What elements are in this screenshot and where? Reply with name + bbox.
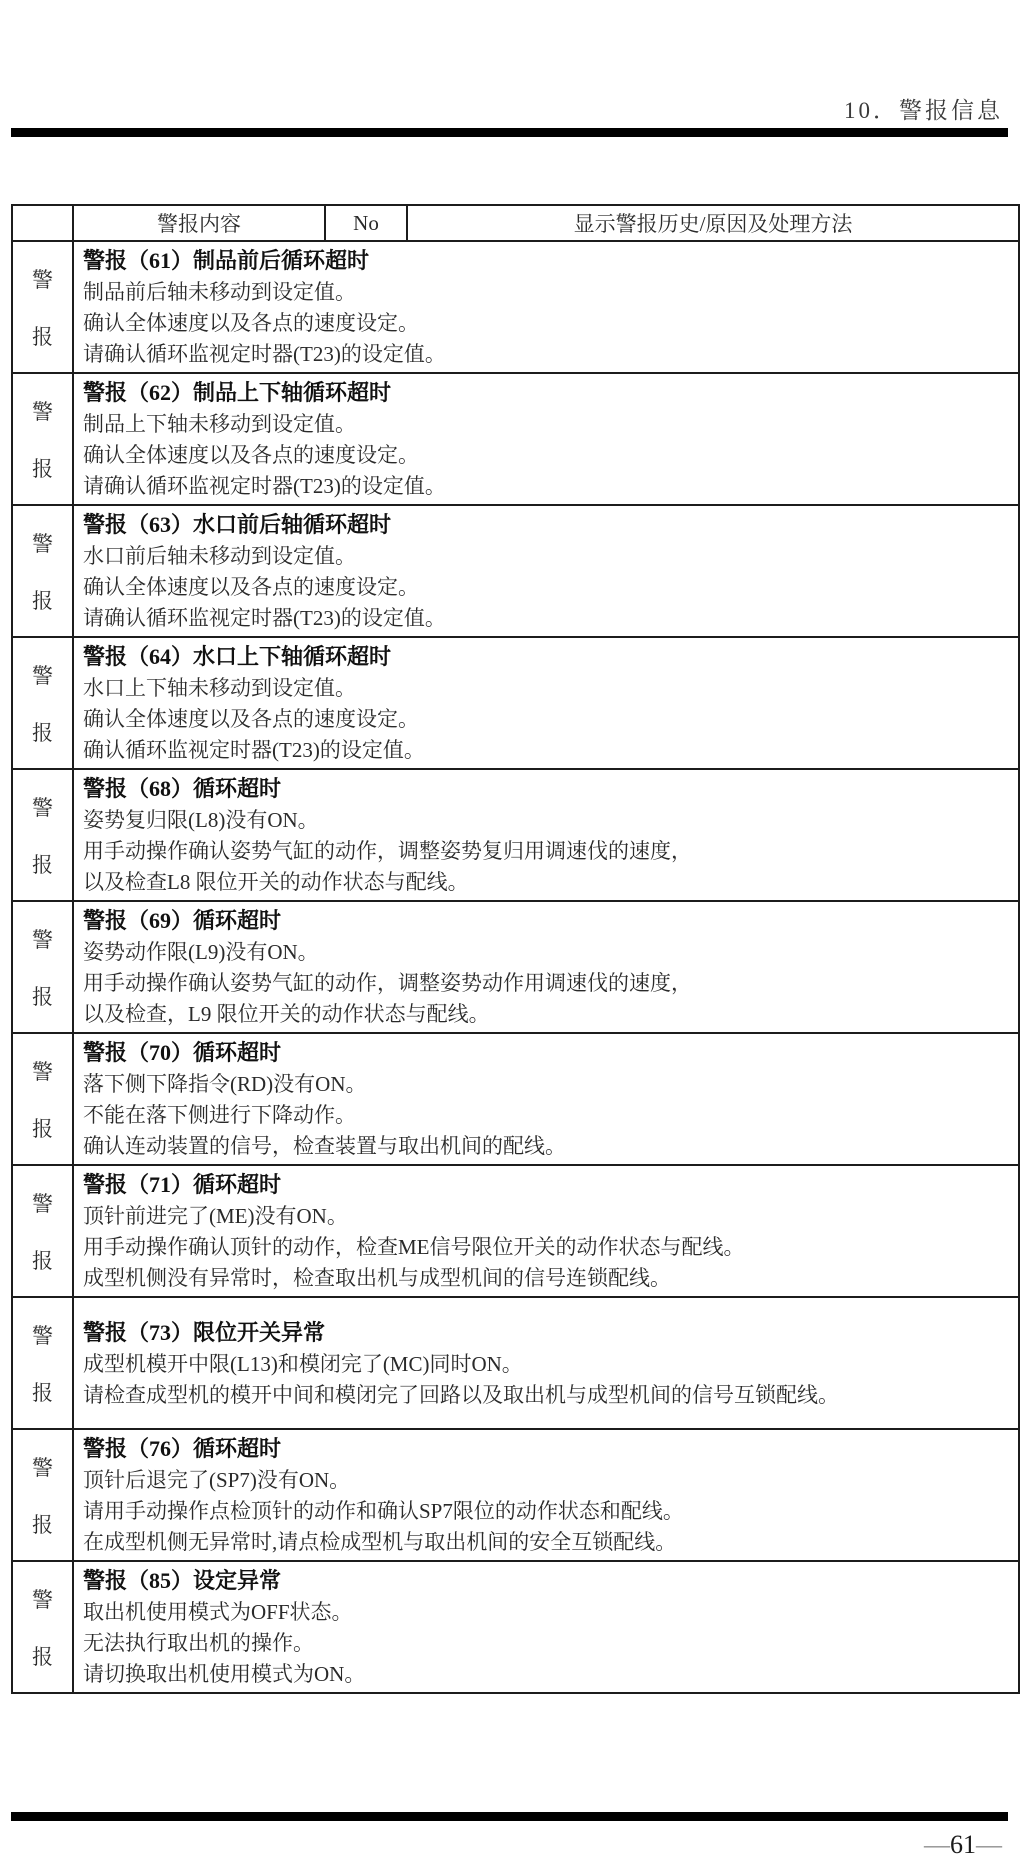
alarm-description-line: 确认连动装置的信号，检查装置与取出机间的配线。 bbox=[83, 1134, 566, 1158]
alarm-description-line: 用手动操作确认姿势气缸的动作，调整姿势动作用调速伐的速度， bbox=[83, 971, 692, 995]
alarm-description-line: 用手动操作确认姿势气缸的动作，调整姿势复归用调速伐的速度， bbox=[83, 839, 692, 863]
row-warning-label-stack bbox=[13, 792, 72, 879]
row-warning-label-char: 警 bbox=[32, 795, 53, 820]
row-warning-label-stack bbox=[13, 1320, 72, 1407]
alarm-title: 警报（76）循环超时 bbox=[83, 1436, 282, 1461]
table-header-row bbox=[12, 205, 1019, 241]
table-row bbox=[12, 1165, 1019, 1297]
alarm-description-line: 以及检查L8 限位开关的动作状态与配线。 bbox=[83, 870, 469, 894]
table-header-no: No bbox=[325, 205, 407, 241]
alarm-description-line: 水口前后轴未移动到设定值。 bbox=[83, 544, 356, 568]
row-content-cell bbox=[73, 241, 1019, 373]
row-content-cell bbox=[73, 1033, 1019, 1165]
alarm-description-line: 用手动操作确认顶针的动作，检查ME信号限位开关的动作状态与配线。 bbox=[83, 1235, 745, 1259]
alarm-description-line: 顶针后退完了(SP7)没有ON。 bbox=[83, 1468, 351, 1492]
table-row bbox=[12, 901, 1019, 1033]
row-warning-label-char: 报 bbox=[32, 324, 53, 349]
row-warning-label-char: 警 bbox=[32, 663, 53, 688]
page-number bbox=[924, 1830, 1002, 1860]
alarm-title: 警报（61）制品前后循环超时 bbox=[83, 248, 370, 273]
row-warning-label bbox=[12, 1561, 73, 1693]
alarm-description-line: 请确认循环监视定时器(T23)的设定值。 bbox=[83, 342, 446, 366]
alarm-description-line: 请检查成型机的模开中间和模闭完了回路以及取出机与成型机间的信号互锁配线。 bbox=[83, 1382, 839, 1407]
alarm-description-line: 不能在落下侧进行下降动作。 bbox=[83, 1103, 356, 1127]
page-number-dash-left: — bbox=[924, 1830, 950, 1859]
row-warning-label-char: 警 bbox=[32, 927, 53, 952]
row-warning-label bbox=[12, 241, 73, 373]
alarm-description-line: 落下侧下降指令(RD)没有ON。 bbox=[83, 1072, 367, 1096]
page-number-dash-right: — bbox=[976, 1830, 1002, 1859]
row-warning-label bbox=[12, 1429, 73, 1561]
row-warning-label bbox=[12, 1165, 73, 1297]
table-row bbox=[12, 769, 1019, 901]
alarm-title: 警报（68）循环超时 bbox=[83, 776, 282, 801]
row-content-cell bbox=[73, 1165, 1019, 1297]
row-warning-label-char: 警 bbox=[32, 1455, 53, 1480]
alarm-title: 警报（70）循环超时 bbox=[83, 1040, 282, 1065]
row-warning-label-char: 警 bbox=[32, 1191, 53, 1216]
row-warning-label-char: 警 bbox=[32, 531, 53, 556]
alarm-description-line: 以及检查，L9 限位开关的动作状态与配线。 bbox=[83, 1002, 490, 1026]
alarm-description-line: 水口上下轴未移动到设定值。 bbox=[83, 676, 356, 700]
table-row bbox=[12, 1033, 1019, 1165]
alarm-description-line: 取出机使用模式为OFF状态。 bbox=[83, 1600, 353, 1624]
alarm-description-line: 请确认循环监视定时器(T23)的设定值。 bbox=[83, 474, 446, 498]
row-warning-label bbox=[12, 1297, 73, 1429]
row-warning-label-stack bbox=[13, 1188, 72, 1275]
row-content-cell bbox=[73, 637, 1019, 769]
row-warning-label bbox=[12, 1033, 73, 1165]
row-warning-label bbox=[12, 769, 73, 901]
row-warning-label-char: 警 bbox=[32, 267, 53, 292]
alarm-description-line: 确认全体速度以及各点的速度设定。 bbox=[83, 575, 419, 599]
row-warning-label-stack bbox=[13, 396, 72, 483]
row-warning-label bbox=[12, 373, 73, 505]
row-content-cell bbox=[73, 901, 1019, 1033]
row-warning-label-stack bbox=[13, 924, 72, 1011]
row-warning-label bbox=[12, 637, 73, 769]
alarm-description-line: 确认全体速度以及各点的速度设定。 bbox=[83, 443, 419, 467]
table-row bbox=[12, 1297, 1019, 1429]
alarm-description-line: 成型机模开中限(L13)和模闭完了(MC)同时ON。 bbox=[83, 1351, 523, 1376]
header-rule bbox=[11, 128, 1008, 137]
row-content-cell bbox=[73, 1429, 1019, 1561]
alarm-title: 警报（69）循环超时 bbox=[83, 908, 282, 933]
alarm-description-line: 成型机侧没有异常时，检查取出机与成型机间的信号连锁配线。 bbox=[83, 1266, 671, 1290]
row-warning-label-stack bbox=[13, 1056, 72, 1143]
row-warning-label bbox=[12, 901, 73, 1033]
alarm-description-line: 顶针前进完了(ME)没有ON。 bbox=[83, 1204, 348, 1228]
row-warning-label-char: 报 bbox=[32, 984, 53, 1009]
table-row bbox=[12, 505, 1019, 637]
table-row bbox=[12, 373, 1019, 505]
row-warning-label-char: 警 bbox=[32, 1059, 53, 1084]
row-warning-label-char: 报 bbox=[32, 852, 53, 877]
alarm-title: 警报（63）水口前后轴循环超时 bbox=[83, 512, 392, 537]
table-header-alarm-content: 警报内容 bbox=[73, 205, 325, 241]
alarm-description-line: 制品上下轴未移动到设定值。 bbox=[83, 412, 356, 436]
row-warning-label-char: 报 bbox=[32, 1248, 53, 1273]
alarm-description-line: 请切换取出机使用模式为ON。 bbox=[83, 1662, 366, 1686]
row-warning-label-char: 报 bbox=[32, 1380, 53, 1405]
row-warning-label-char: 报 bbox=[32, 720, 53, 745]
page-header-title: 10．警报信息 bbox=[844, 98, 1003, 123]
row-content-cell bbox=[73, 373, 1019, 505]
alarm-title: 警报（85）设定异常 bbox=[83, 1568, 282, 1593]
table-header-history-method: 显示警报历史/原因及处理方法 bbox=[407, 205, 1019, 241]
row-content-cell bbox=[73, 769, 1019, 901]
row-warning-label-char: 报 bbox=[32, 1116, 53, 1141]
alarm-title: 警报（73）限位开关异常 bbox=[83, 1319, 326, 1345]
row-warning-label-stack bbox=[13, 264, 72, 351]
alarm-description-line: 确认全体速度以及各点的速度设定。 bbox=[83, 707, 419, 731]
row-warning-label-stack bbox=[13, 1452, 72, 1539]
table-row bbox=[12, 1561, 1019, 1693]
row-warning-label-stack bbox=[13, 660, 72, 747]
alarm-description-line: 确认循环监视定时器(T23)的设定值。 bbox=[83, 738, 425, 762]
alarm-title: 警报（71）循环超时 bbox=[83, 1172, 282, 1197]
alarm-table-body bbox=[12, 241, 1019, 1693]
alarm-description-line: 制品前后轴未移动到设定值。 bbox=[83, 280, 356, 304]
page-number-value: 61 bbox=[950, 1830, 976, 1859]
alarm-description-line: 确认全体速度以及各点的速度设定。 bbox=[83, 311, 419, 335]
table-header-empty bbox=[12, 205, 73, 241]
row-content-cell bbox=[73, 1561, 1019, 1693]
alarm-description-line: 请确认循环监视定时器(T23)的设定值。 bbox=[83, 606, 446, 630]
table-row bbox=[12, 1429, 1019, 1561]
row-warning-label-char: 报 bbox=[32, 588, 53, 613]
row-warning-label-char: 报 bbox=[32, 456, 53, 481]
alarm-title: 警报（64）水口上下轴循环超时 bbox=[83, 644, 392, 669]
row-warning-label-char: 警 bbox=[32, 399, 53, 424]
row-warning-label-char: 报 bbox=[32, 1512, 53, 1537]
alarm-description-line: 无法执行取出机的操作。 bbox=[83, 1631, 314, 1655]
footer-rule bbox=[11, 1812, 1008, 1821]
alarm-description-line: 姿势复归限(L8)没有ON。 bbox=[83, 808, 319, 832]
alarm-table bbox=[11, 204, 1020, 1694]
row-warning-label-stack bbox=[13, 528, 72, 615]
table-row bbox=[12, 241, 1019, 373]
row-warning-label-char: 警 bbox=[32, 1587, 53, 1612]
row-warning-label-char: 报 bbox=[32, 1644, 53, 1669]
table-row bbox=[12, 637, 1019, 769]
row-warning-label-stack bbox=[13, 1584, 72, 1671]
row-content-cell bbox=[73, 505, 1019, 637]
row-warning-label bbox=[12, 505, 73, 637]
row-warning-label-char: 警 bbox=[32, 1323, 53, 1348]
alarm-description-line: 姿势动作限(L9)没有ON。 bbox=[83, 940, 319, 964]
alarm-description-line: 请用手动操作点检顶针的动作和确认SP7限位的动作状态和配线。 bbox=[83, 1499, 684, 1523]
alarm-title: 警报（62）制品上下轴循环超时 bbox=[83, 380, 392, 405]
row-content-cell bbox=[73, 1297, 1019, 1429]
alarm-description-line: 在成型机侧无异常时,请点检成型机与取出机间的安全互锁配线。 bbox=[83, 1530, 677, 1554]
